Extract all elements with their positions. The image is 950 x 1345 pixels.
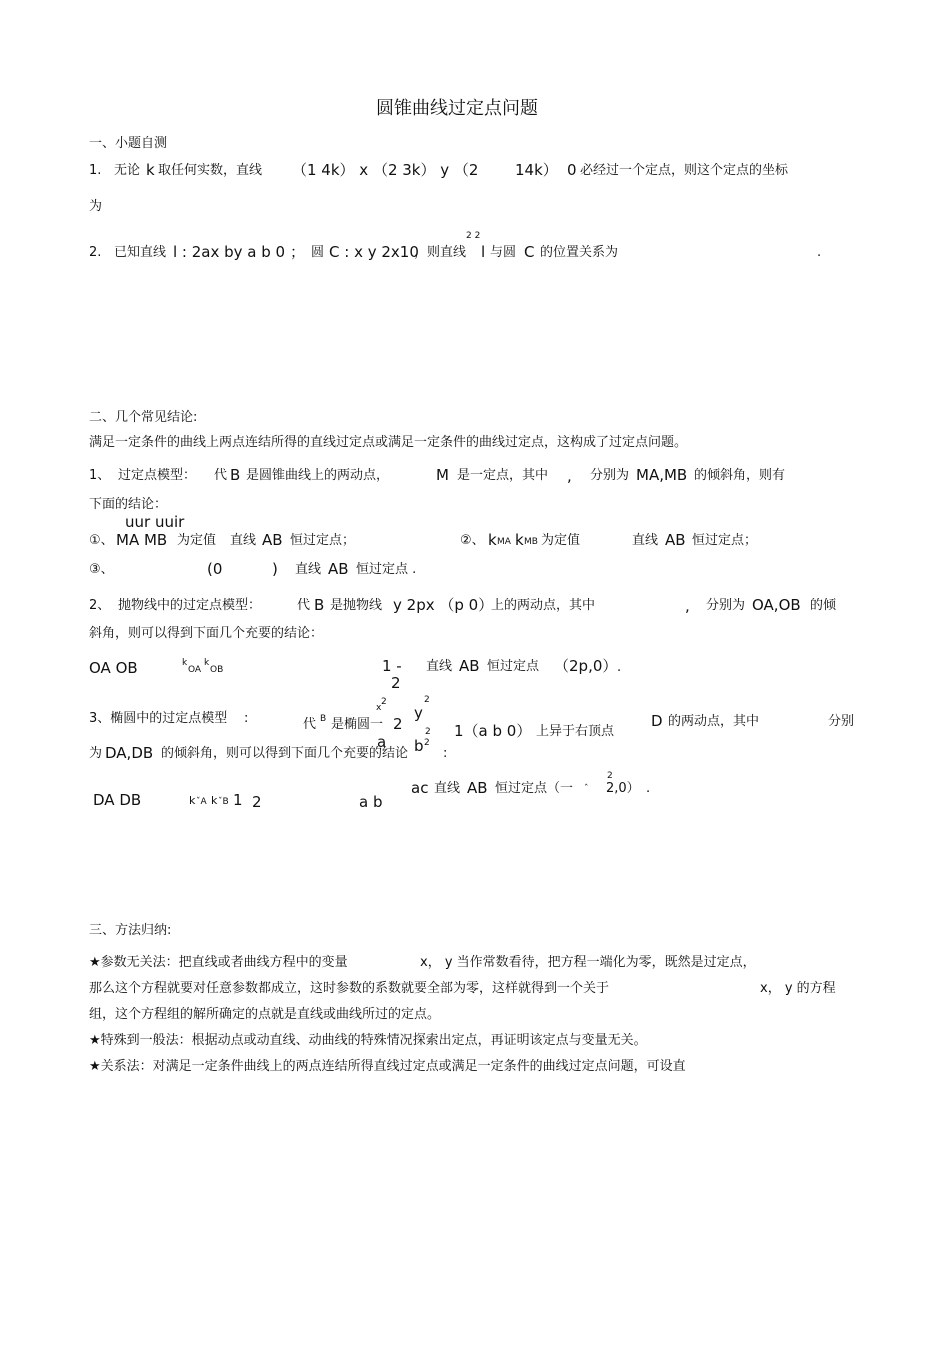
section-heading-1: 一、小题自测 xyxy=(89,136,168,151)
q2-text-b: 圆 xyxy=(311,245,325,260)
q1-expression-2: 14k） xyxy=(515,161,558,179)
m2-r1-AB: AB xyxy=(459,657,480,675)
m1-r3-line: 直线 xyxy=(295,562,322,577)
m1-r1-expr: MA MB xyxy=(116,531,168,549)
m2-dot: . xyxy=(617,660,622,675)
m1-r2-sub1: MA xyxy=(497,537,511,547)
q1-text-a: 无论 xyxy=(114,163,141,178)
m1-r2-AB: AB xyxy=(665,531,686,549)
method-1-a: ★参数无关法：把直线或者曲线方程中的变量 xyxy=(89,955,348,970)
m3-text-g: 的倾斜角，则可以得到下面几个充要的结论 xyxy=(161,746,409,761)
m3-r1-expr: DA DB xyxy=(93,791,142,809)
q1-text-wei: 为 xyxy=(89,199,103,214)
m1-text-e: 分别为 xyxy=(590,468,630,483)
q1-number: 1. xyxy=(89,163,102,178)
m2-one: 1 - xyxy=(382,657,402,675)
q2-text-e: 的位置关系为 xyxy=(540,245,619,260)
m2-text-g: 斜角，则可以得到下面几个充要的结论： xyxy=(89,626,324,641)
m3-sup-2: 2 xyxy=(607,771,613,781)
m3-ab: a b xyxy=(359,793,383,811)
m3-b-sup: 2 xyxy=(424,738,430,748)
m3-number: 3、椭圆中的过定点模型 xyxy=(89,711,228,726)
q2-circle-equation: C : x y 2x10 xyxy=(329,243,419,261)
m3-k2: k xyxy=(211,794,218,807)
m3-x-sup: 2 xyxy=(381,697,387,707)
m3-B: B xyxy=(320,714,327,724)
m2-text-b: 代 xyxy=(297,598,311,613)
m1-r1-text: 为定值 xyxy=(177,533,217,548)
m3-eq: 1（a b 0） xyxy=(454,722,532,740)
m3-dot: . xyxy=(646,781,651,796)
q2-number: 2. xyxy=(89,245,102,260)
m3-k1: k xyxy=(189,794,196,807)
m3-k1-sub: ˇA xyxy=(196,797,207,807)
m3-colon-2: : xyxy=(443,746,448,761)
q1-k: k xyxy=(146,161,155,179)
method-1-d: x， y 的方程 xyxy=(760,981,836,996)
m3-two-2: 2 xyxy=(252,793,262,811)
m2-text-c: 是抛物线 xyxy=(330,598,383,613)
method-1-c: 那么这个方程就要对任意参数都成立，这时参数的系数就要全部为零，这样就得到一个关于 xyxy=(89,981,610,996)
m1-text-g: 下面的结论： xyxy=(89,497,168,512)
m1-r3-label: ③、 xyxy=(89,562,114,577)
m3-DADB: DA,DB xyxy=(105,744,154,762)
m1-number: 1、 xyxy=(89,468,111,483)
m3-a: a xyxy=(377,733,387,751)
m2-parabola-eq: y 2px （p 0） xyxy=(393,596,494,614)
m1-vector-arrows: uur uuir xyxy=(125,513,185,531)
q2-dot: . xyxy=(817,245,822,260)
m3-two: 2 xyxy=(393,715,403,733)
m1-B: B xyxy=(230,466,241,484)
m2-k-oa-sub: OA xyxy=(188,665,202,675)
m3-text-f: 为 xyxy=(89,746,103,761)
m3-caret: ˆ xyxy=(584,784,589,794)
m3-r1-line: 直线 xyxy=(434,781,461,796)
m3-y: y xyxy=(414,704,423,722)
m2-text-a: 抛物线中的过定点模型： xyxy=(118,598,262,613)
m1-r2-k1: k xyxy=(488,531,497,549)
q2-superscript: 2 2 xyxy=(466,231,481,241)
m2-comma: , xyxy=(685,597,690,615)
m2-r1-expr: OA OB xyxy=(89,659,138,677)
m1-r3-AB: AB xyxy=(328,560,349,578)
m2-text-f: 的倾 xyxy=(810,598,837,613)
m3-colon: : xyxy=(244,711,249,726)
m1-text-f: 的倾斜角，则有 xyxy=(694,468,786,483)
m3-r1-AB: AB xyxy=(467,779,488,797)
m2-r1-line: 直线 xyxy=(426,659,453,674)
q1-text-b: 取任何实数，直线 xyxy=(158,163,263,178)
m3-x: x xyxy=(376,703,382,713)
method-1-b: x， y 当作常数看待，把方程一端化为零，既然是过定点， xyxy=(420,955,756,970)
q2-line-equation: l : 2ax by a b 0 xyxy=(173,243,286,261)
m1-r3-open: (0 xyxy=(207,560,223,578)
m1-r1-label: ①、 xyxy=(89,533,114,548)
m3-text-c: 上异于右顶点 xyxy=(536,724,615,739)
m1-r2-sub2: MB xyxy=(524,537,538,547)
q2-l: l xyxy=(481,243,486,261)
q2-text-d: 与圆 xyxy=(490,245,517,260)
m2-two: 2 xyxy=(391,674,401,692)
q1-expression: （1 4k） x （2 3k） y （2 xyxy=(292,161,479,179)
q1-text-c: 必经过一个定点，则这个定点的坐标 xyxy=(580,163,789,178)
m1-r2-line: 直线 xyxy=(632,533,659,548)
m1-text-a: 过定点模型： xyxy=(118,468,197,483)
m2-text-e: 分别为 xyxy=(706,598,746,613)
section-2-intro: 满足一定条件的曲线上两点连结所得的直线过定点或满足一定条件的曲线过定点，这构成了过定点问题。 xyxy=(89,435,688,450)
m1-text-c: 是圆锥曲线上的两动点， xyxy=(246,468,390,483)
m1-r3-close: ) xyxy=(272,560,278,578)
m2-r1-text: 恒过定点 xyxy=(487,659,540,674)
m3-text-e: 分别 xyxy=(828,714,855,729)
m2-k-oa: k xyxy=(182,658,188,668)
m3-text-d: 的两动点，其中 xyxy=(668,714,760,729)
section-heading-2: 二、几个常见结论: xyxy=(89,410,198,425)
m3-b-sup-top: 2 xyxy=(425,727,431,737)
m2-text-d: 上的两动点，其中 xyxy=(491,598,596,613)
m3-r1-text: 恒过定点（一 xyxy=(495,781,574,796)
m1-MAMB: MA,MB xyxy=(636,466,688,484)
m3-fixed-point: 2,0） xyxy=(606,781,640,796)
m2-B: B xyxy=(314,596,325,614)
m1-r1-end: 恒过定点； xyxy=(290,533,356,548)
m3-k2-sub: ˇB xyxy=(218,797,229,807)
m1-r2-k2: k xyxy=(515,531,524,549)
m1-r2-end: 恒过定点； xyxy=(692,533,758,548)
m2-OAOB: OA,OB xyxy=(752,596,801,614)
q2-text-c: ，则直线 xyxy=(414,245,467,260)
m3-y-sup: 2 xyxy=(424,695,430,705)
section-heading-3: 三、方法归纳: xyxy=(89,923,172,938)
m1-r1-line: 直线 xyxy=(230,533,257,548)
m3-D: D xyxy=(651,712,663,730)
m3-text-a: 代 xyxy=(303,717,317,732)
m1-r2-text: 为定值 xyxy=(541,533,581,548)
m1-r1-AB: AB xyxy=(262,531,283,549)
method-3: ★关系法：对满足一定条件曲线上的两点连结所得直线过定点或满足一定条件的曲线过定点问题，可设直 xyxy=(89,1059,686,1074)
m1-comma: , xyxy=(567,467,572,485)
m2-fixed-point: （2p,0） xyxy=(554,657,618,675)
q2-semicolon: ； xyxy=(290,243,306,261)
m2-number: 2、 xyxy=(89,598,111,613)
method-2: ★特殊到一般法：根据动点或动直线、动曲线的特殊情况探索出定点，再证明该定点与变量无关。 xyxy=(89,1033,647,1048)
q1-expression-3: 0 xyxy=(567,161,577,179)
m1-r2-label: ②、 xyxy=(460,533,485,548)
m2-k-ob: k xyxy=(204,658,210,668)
m3-one: 1 xyxy=(233,791,243,809)
q2-text-a: 已知直线 xyxy=(114,245,167,260)
m1-r3-end: 恒过定点 . xyxy=(356,562,417,577)
method-1-e: 组，这个方程组的解所确定的点就是直线或曲线所过的定点。 xyxy=(89,1007,441,1022)
m2-k-ob-sub: OB xyxy=(210,665,224,675)
m3-b: b xyxy=(414,737,424,755)
page-title: 圆锥曲线过定点问题 xyxy=(376,98,538,119)
m1-text-b: 代 xyxy=(214,468,228,483)
m1-text-d: 是一定点，其中 xyxy=(457,468,549,483)
m1-M: M xyxy=(436,466,449,484)
m3-ac: ac xyxy=(411,779,429,797)
q2-C: C xyxy=(524,243,535,261)
m3-text-b: 是椭圆一 xyxy=(331,717,384,732)
